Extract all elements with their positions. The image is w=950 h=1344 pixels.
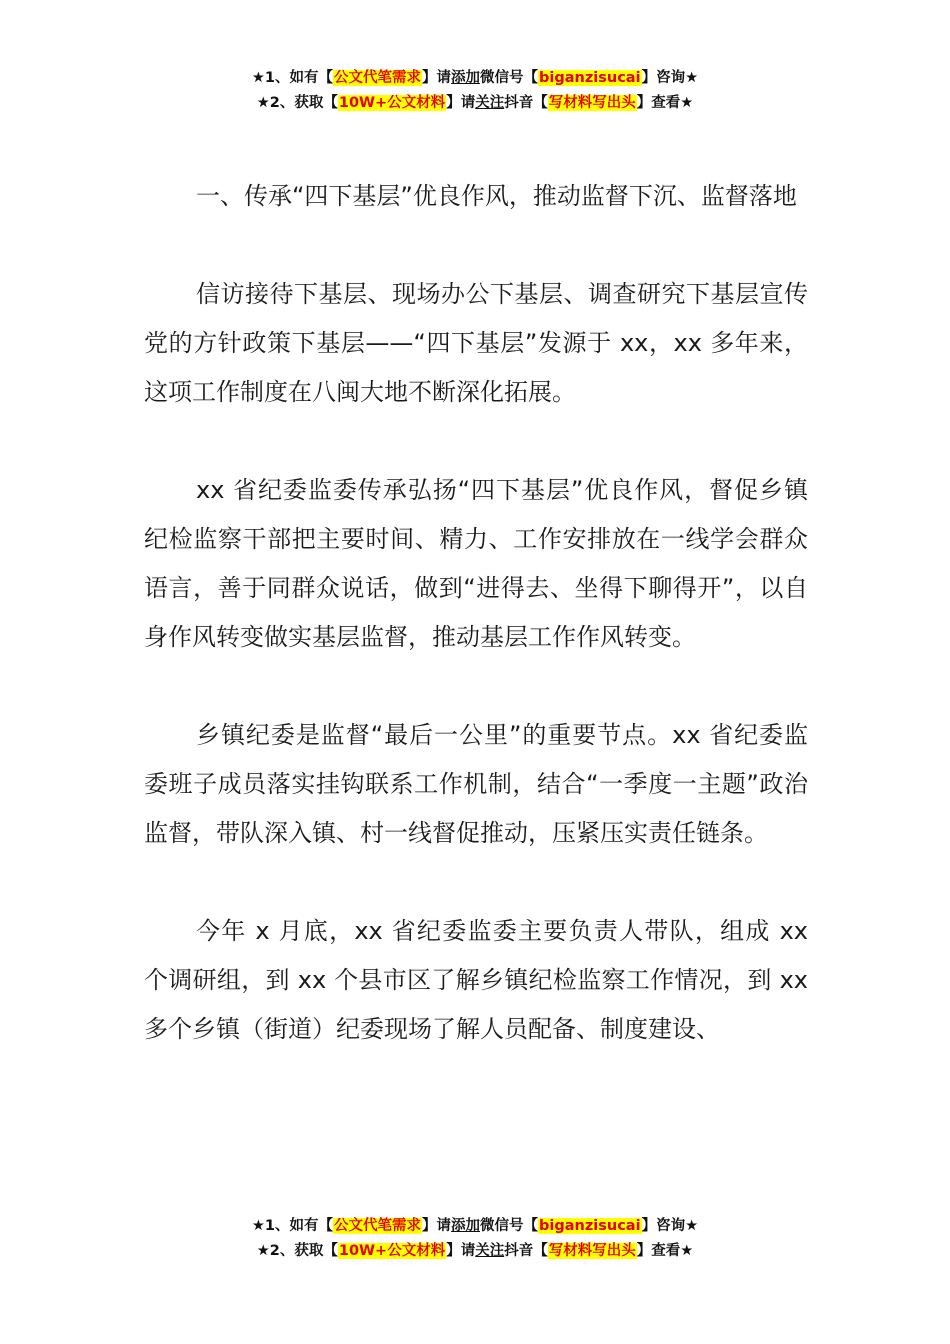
- underline-add: 添加: [451, 70, 481, 86]
- paragraph-4: 今年 x 月底，xx 省纪委监委主要负责人带队，组成 xx 个调研组，到 xx 个县市区了解乡镇纪检监察工作情况，到 xx 多个乡镇（街道）纪委现场了解人员配备、制度建设、: [144, 917, 808, 1043]
- highlight-service: 公文代笔需求: [334, 1218, 422, 1234]
- banner-line-1: ★1、如有【公文代笔需求】请添加微信号【biganzisucai】咨询★: [251, 1218, 699, 1234]
- underline-add: 添加: [451, 1218, 481, 1234]
- highlight-service: 公文代笔需求: [334, 70, 422, 86]
- highlight-wechat-id: biganzisucai: [539, 1218, 641, 1234]
- highlight-materials: 10W+公文材料: [338, 1243, 446, 1259]
- banner-line-1: ★1、如有【公文代笔需求】请添加微信号【biganzisucai】咨询★: [251, 70, 699, 86]
- underline-follow: 关注: [475, 95, 505, 111]
- paragraph-2: xx 省纪委监委传承弘扬“四下基层”优良作风，督促乡镇纪检监察干部把主要时间、精力、工作安排放在一线学会群众语言，善于同群众说话，做到“进得去、坐得下聊得开”，以自身作风转变做实基层监督，推动基层工作作风转变。: [144, 476, 808, 651]
- underline-follow: 关注: [475, 1243, 505, 1259]
- highlight-materials: 10W+公文材料: [338, 95, 446, 111]
- paragraph-3: 乡镇纪委是监督“最后一公里”的重要节点。xx 省纪委监委班子成员落实挂钩联系工作机制，结合“一季度一主题”政治监督，带队深入镇、村一线督促推动，压紧压实责任链条。: [144, 721, 808, 847]
- footer-banner: [0, 1214, 950, 1264]
- highlight-douyin: 写材料写出头: [548, 95, 636, 111]
- highlight-wechat-id: biganzisucai: [539, 70, 641, 86]
- highlight-douyin: 写材料写出头: [548, 1243, 636, 1259]
- banner-line-2: ★2、获取【10W+公文材料】请关注抖音【写材料写出头】查看★: [256, 95, 694, 111]
- section-heading: 一、传承“四下基层”优良作风，推动监督下沉、监督落地: [196, 182, 797, 210]
- banner-line-2: ★2、获取【10W+公文材料】请关注抖音【写材料写出头】查看★: [256, 1243, 694, 1259]
- paragraph-1: 信访接待下基层、现场办公下基层、调查研究下基层宣传党的方针政策下基层——“四下基层”发源于 xx，xx 多年来，这项工作制度在八闽大地不断深化拓展。: [144, 280, 808, 406]
- header-banner: [0, 66, 950, 116]
- document-body: [144, 172, 808, 1103]
